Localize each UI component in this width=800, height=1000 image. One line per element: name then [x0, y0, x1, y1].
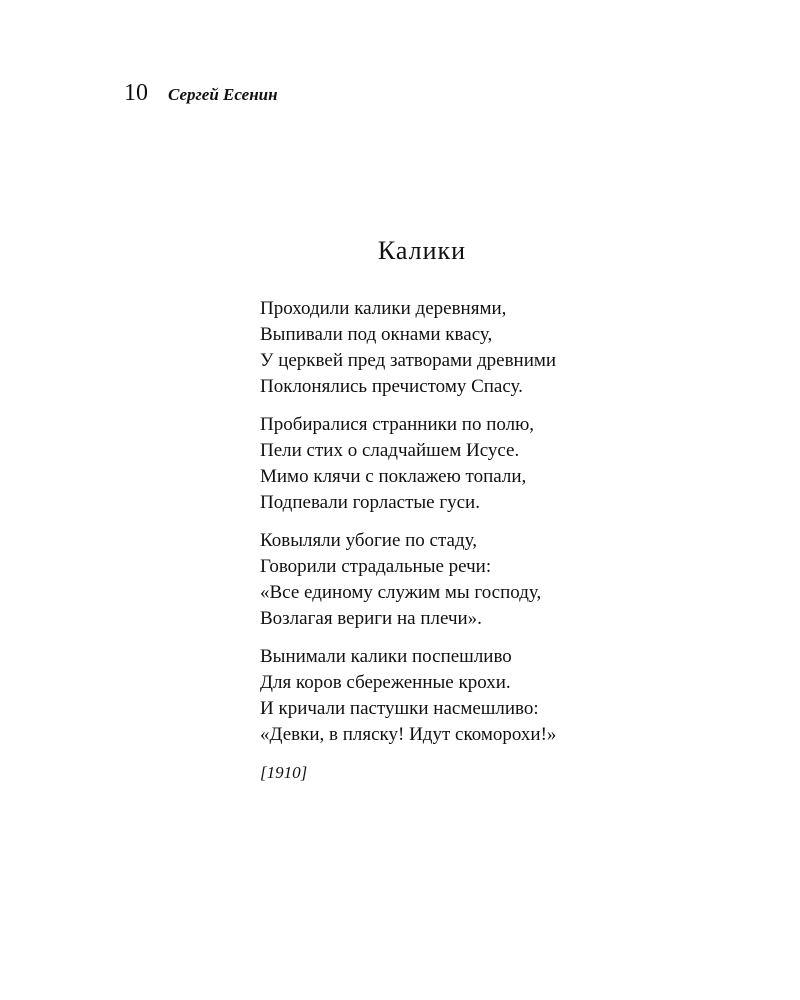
poem-line: Для коров сбереженные крохи. — [260, 672, 511, 693]
stanza-3 — [260, 528, 556, 632]
stanza-2 — [260, 412, 556, 516]
poem-line: «Все единому служим мы господу, — [260, 582, 542, 603]
poem-line: Возлагая вериги на плечи». — [260, 608, 482, 629]
page-number: 10 — [124, 80, 148, 106]
poem-line: Выпивали под окнами квасу, — [260, 324, 493, 345]
poem-line: «Девки, в пляску! Идут скоморохи!» — [260, 724, 557, 745]
poem-line: Мимо клячи с поклажею топали, — [260, 466, 527, 487]
stanza-4 — [260, 644, 556, 748]
poem-title: Калики — [377, 236, 467, 265]
poem-line: Вынимали калики поспешливо — [260, 646, 512, 667]
poem-line: Пели стих о сладчайшем Исусе. — [260, 440, 520, 461]
stanza-1 — [260, 296, 556, 400]
running-head — [124, 80, 278, 107]
poem-line: Поклонялись пречистому Спасу. — [260, 376, 523, 397]
running-head-author: Сергей Есенин — [168, 85, 278, 104]
poem-line: Пробиралися странники по полю, — [260, 414, 535, 435]
poem-date: [1910] — [260, 763, 308, 782]
poem-body — [260, 296, 556, 786]
poem-line: Проходили калики деревнями, — [260, 298, 507, 319]
poem-line: У церквей пред затворами древними — [260, 350, 557, 371]
poem-line: Говорили страдальные речи: — [260, 556, 492, 577]
poem-line: Подпевали горластые гуси. — [260, 492, 480, 513]
poem-line: И кричали пастушки насмешливо: — [260, 698, 539, 719]
poem-line: Ковыляли убогие по стаду, — [260, 530, 477, 551]
